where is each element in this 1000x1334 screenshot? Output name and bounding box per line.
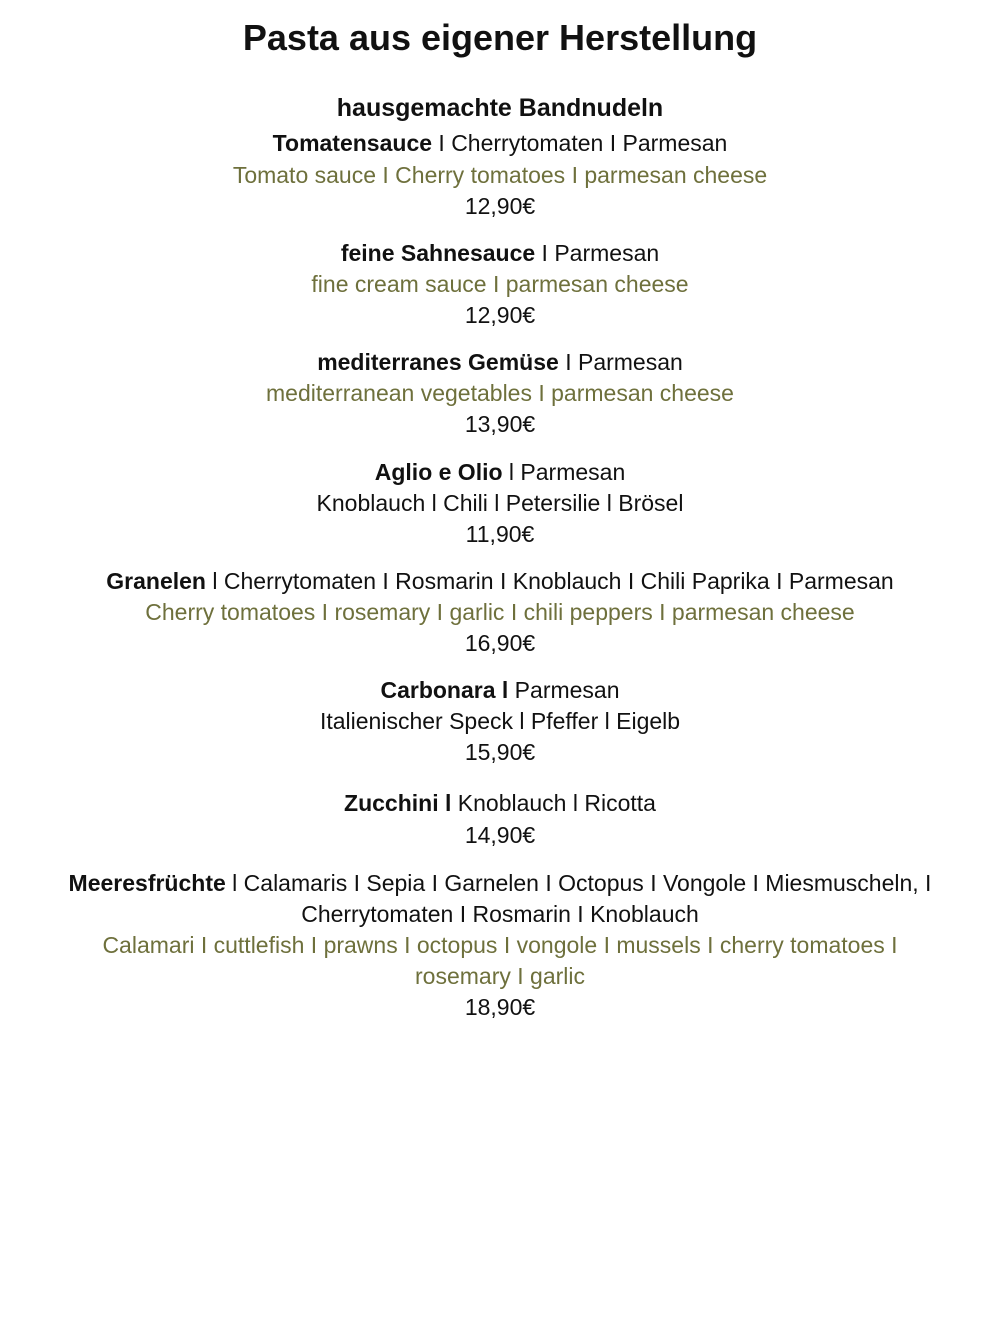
dish-line-de xyxy=(0,128,1000,159)
dish-line-de xyxy=(0,868,1000,899)
dish-line-de xyxy=(0,788,1000,819)
dish-name: Aglio e Olio xyxy=(374,459,503,485)
dish-desc-de: I Cherrytomaten I Parmesan xyxy=(432,130,728,156)
dish-desc-de: l Cherrytomaten I Rosmarin I Knoblauch I Chili Paprika I Parmesan xyxy=(205,568,894,594)
dish-name: Tomatensauce xyxy=(272,130,433,156)
dish-price: 15,90€ xyxy=(464,739,536,765)
dish-price: 13,90€ xyxy=(464,411,536,437)
dish-desc-de: Knoblauch l Ricotta xyxy=(451,790,656,816)
dish-desc-de: Parmesan xyxy=(508,677,620,703)
dish-line-de xyxy=(0,675,1000,706)
dish-desc-en: mediterranean vegetables I parmesan cheese xyxy=(266,380,734,406)
page-title: Pasta aus eigener Herstellung xyxy=(242,17,758,58)
dish-price: 12,90€ xyxy=(464,193,536,219)
dish-desc-de: l Calamaris I Sepia I Garnelen I Octopus I Vongole I Miesmuscheln, I xyxy=(225,870,932,896)
section-subtitle: hausgemachte Bandnudeln xyxy=(336,94,664,122)
dish-price: 14,90€ xyxy=(464,822,536,848)
dish-desc-en-line2: rosemary I garlic xyxy=(415,963,585,989)
dish-line-de xyxy=(0,238,1000,269)
dish-desc-de-line2: Knoblauch l Chili l Petersilie l Brösel xyxy=(316,490,684,516)
dish-name: feine Sahnesauce xyxy=(340,240,536,266)
dish-desc-de: I Parmesan xyxy=(558,349,683,375)
dish-desc-de: I Parmesan xyxy=(535,240,660,266)
dish-desc-en: Calamari I cuttlefish I prawns I octopus I vongole I mussels I cherry tomatoes I xyxy=(102,932,898,958)
dish-desc-en: Cherry tomatoes I rosemary I garlic I chili peppers I parmesan cheese xyxy=(145,599,855,625)
dish-name: Zucchini l xyxy=(344,790,452,816)
dish-desc-en: fine cream sauce I parmesan cheese xyxy=(311,271,689,297)
dish-name: Meeresfrüchte xyxy=(68,870,226,896)
dish-name: Granelen xyxy=(106,568,206,594)
dish-line-de xyxy=(0,347,1000,378)
dish-price: 16,90€ xyxy=(464,630,536,656)
dish-desc-de-line2: Italienischer Speck l Pfeffer l Eigelb xyxy=(319,708,681,734)
dish-desc-de: l Parmesan xyxy=(502,459,626,485)
dish-price: 11,90€ xyxy=(465,521,535,547)
dish-desc-en: Tomato sauce I Cherry tomatoes I parmesan cheese xyxy=(232,162,768,188)
dish-line-de xyxy=(0,566,1000,597)
dish-line-de xyxy=(0,457,1000,488)
dish-price: 18,90€ xyxy=(464,994,536,1020)
dish-desc-de-line2: Cherrytomaten I Rosmarin I Knoblauch xyxy=(301,901,699,927)
dish-name: mediterranes Gemüse xyxy=(317,349,559,375)
dish-name: Carbonara l xyxy=(380,677,509,703)
dish-price: 12,90€ xyxy=(464,302,536,328)
